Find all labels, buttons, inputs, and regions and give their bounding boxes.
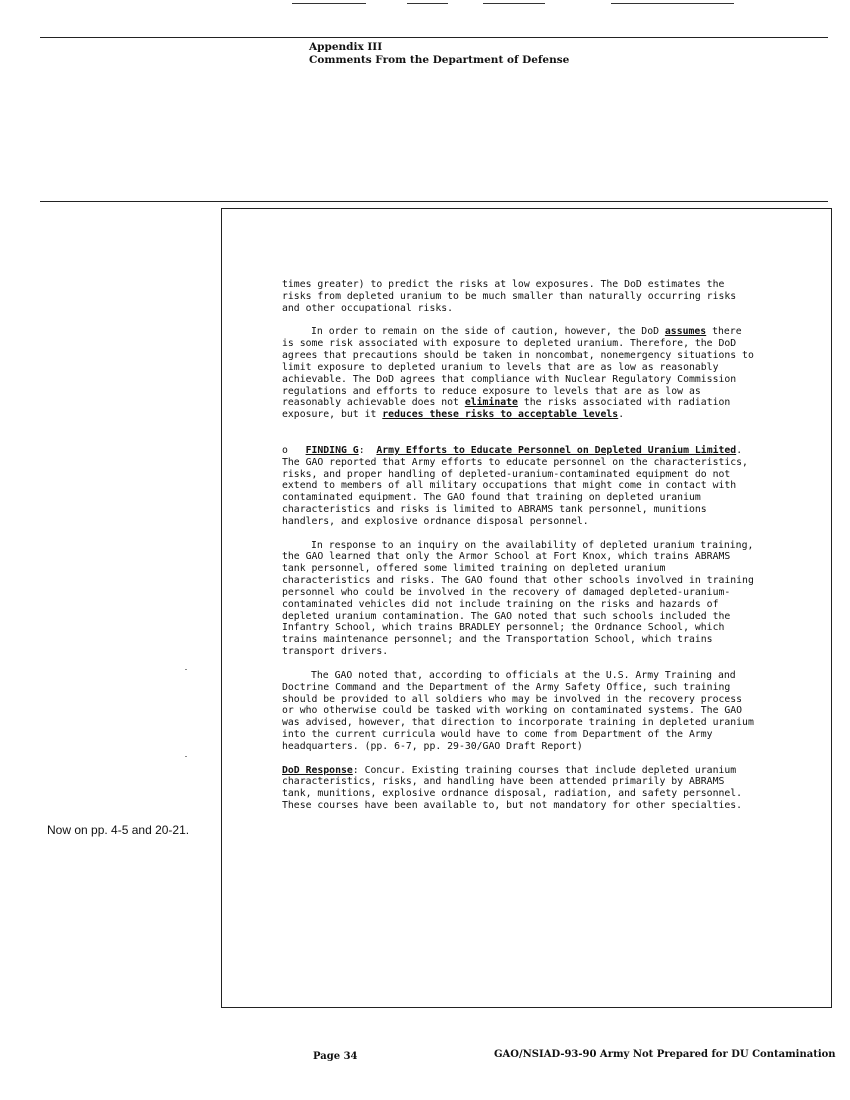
paragraph-caution xyxy=(282,326,757,421)
acceptable-levels-emphasis: reduces these risks to acceptable levels xyxy=(382,409,619,421)
margin-note: Now on pp. 4-5 and 20-21. xyxy=(47,823,190,837)
top-scan-line xyxy=(483,3,545,4)
caution-text-1: In order to remain on the side of caution, however, the DoD xyxy=(311,326,665,338)
caution-text-3: the risks associated with radiation exposure, but it xyxy=(282,397,731,421)
top-scan-line xyxy=(292,3,366,4)
finding-text: . The GAO reported that Army efforts to educate personnel on the characteristics, risks, and proper handling of depleted-uranium-contaminated equipment do not extend to members of all military occupations that might come in contact with contaminated equipment. The GAO found that training on depleted uranium characteristics and risks is limited to ABRAMS tank personnel, munitions handlers, and explosive ordnance disposal personnel. xyxy=(282,444,748,527)
page-header xyxy=(309,41,569,67)
paragraph-officials xyxy=(282,670,757,753)
caution-text-2: there is some risk associated with exposure to depleted uranium. Therefore, the DoD agrees that precautions should be taken in noncombat, nonemergency situations to limit exposure to depleted uranium to levels that are as low as reasonably achievable. The DoD agrees that compliance with Nuclear Regulatory Commission regulations and efforts to reduce exposure to levels that are as low as reasonably achievable does not xyxy=(282,326,754,409)
response-text: : Concur. Existing training courses that include depleted uranium characteristics, risks, and handling have been attended primarily by ABRAMS tank, munitions, explosive ordnance disposal, radiation, and safety personnel. These courses have been available to, but not mandatory for other specialties. xyxy=(282,764,743,812)
finding-bullet: o xyxy=(282,444,306,456)
paragraph-finding-g xyxy=(282,445,757,528)
paragraph-training-inquiry xyxy=(282,540,757,658)
officials-text: The GAO noted that, according to officials at the U.S. Army Training and Doctrine Command and the Department of the Army Safety Office, such training should be provided to all soldiers who may be involved in the recovery process or who otherwise could be tasked with working on contaminated systems. The GAO was advised, however, that direction to incorporate training in depleted uranium into the current curricula would have to come from Department of the Army headquarters. (pp. 6-7, pp. 29-30/GAO Draft Report) xyxy=(282,669,754,752)
finding-label: FINDING G xyxy=(305,444,359,456)
caution-text-4: . xyxy=(618,409,625,421)
letter-body xyxy=(282,279,757,824)
report-id: GAO/NSIAD-93-90 Army Not Prepared for DU Contamination xyxy=(494,1049,836,1060)
scan-mark xyxy=(185,756,187,757)
appendix-title: Comments From the Department of Defense xyxy=(309,54,570,66)
finding-colon: : xyxy=(358,444,377,456)
section-rule xyxy=(40,201,828,202)
training-inquiry-text: In response to an inquiry on the availability of depleted uranium training, the GAO learned that only the Armor School at Fort Knox, which trains ABRAMS tank personnel, offered some limited training on depleted uranium characteristics and risks. The GAO found that other schools involved in training personnel who could be involved in the recovery of damaged depleted-uranium-contaminated vehicles did not include training on the risks and hazards of depleted uranium contamination. The GAO noted that such schools included the Infantry School, which trains BRADLEY personnel; the Ordnance School, which trains maintenance personnel; and the Transportation School, which trains transport drivers. xyxy=(282,539,754,658)
appendix-label: Appendix III xyxy=(309,41,383,53)
top-scan-line xyxy=(407,3,448,4)
scan-mark xyxy=(185,669,187,670)
eliminate-emphasis: eliminate xyxy=(464,397,518,409)
header-rule xyxy=(40,37,828,38)
response-label: DoD Response xyxy=(282,764,353,776)
paragraph-dod-response xyxy=(282,765,757,812)
assumes-emphasis: assumes xyxy=(664,326,707,338)
finding-title: Army Efforts to Educate Personnel on Depleted Uranium Limited xyxy=(376,444,737,456)
spacer xyxy=(282,433,757,445)
paragraph-risk-estimate: times greater) to predict the risks at low exposures. The DoD estimates the risks from depleted uranium to be much smaller than naturally occurring risks and other occupational risks. xyxy=(282,279,737,314)
page-number: Page 34 xyxy=(313,1051,358,1062)
top-scan-line xyxy=(611,3,734,4)
